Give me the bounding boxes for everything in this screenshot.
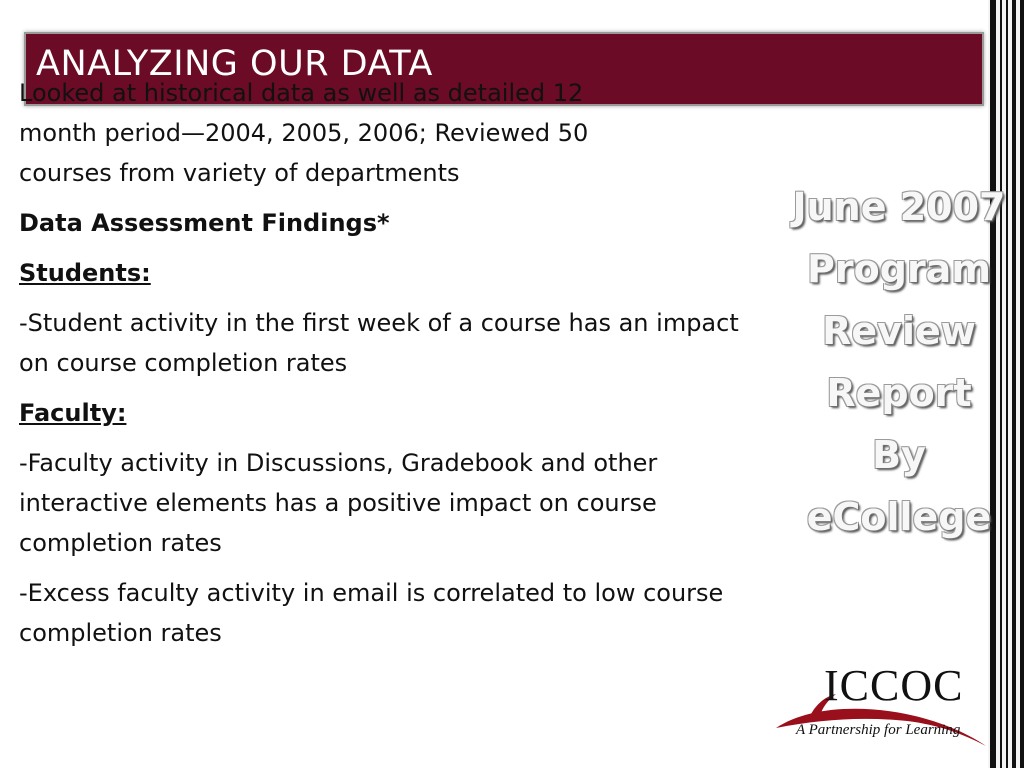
faculty-point-2: -Excess faculty activity in email is correlated to low course completion rates — [19, 579, 724, 647]
intro-line-2: month period—2004, 2005, 2006; Reviewed 50 — [19, 119, 589, 147]
intro-paragraph — [19, 73, 759, 193]
students-heading: Students: — [19, 259, 151, 287]
sidebar-line: By — [872, 433, 926, 477]
intro-line-1: Looked at historical data as well as detailed 12 — [19, 79, 584, 107]
sidebar-line: June 2007 — [792, 185, 1006, 229]
logo-tagline: A Partnership for Learning — [796, 722, 961, 738]
logo-name: ICCOC — [824, 661, 964, 710]
intro-line-3: courses from variety of departments — [19, 159, 460, 187]
findings-heading: Data Assessment Findings* — [19, 209, 390, 237]
slide-body — [19, 73, 759, 663]
sidebar-line: Report — [826, 371, 972, 415]
sidebar-line: Review — [822, 309, 976, 353]
faculty-heading: Faculty: — [19, 399, 127, 427]
slide-title: ANALYZING OUR DATA — [36, 44, 433, 84]
faculty-point-1: -Faculty activity in Discussions, Gradebook and other interactive elements has a positive impact on course completion rates — [19, 449, 658, 557]
students-point: -Student activity in the first week of a course has an impact on course completion rates — [19, 309, 739, 377]
report-sidebar-title — [790, 176, 1008, 548]
iccoc-logo — [776, 660, 986, 760]
sidebar-line: eCollege — [806, 495, 992, 539]
sidebar-line: Program — [807, 247, 991, 291]
